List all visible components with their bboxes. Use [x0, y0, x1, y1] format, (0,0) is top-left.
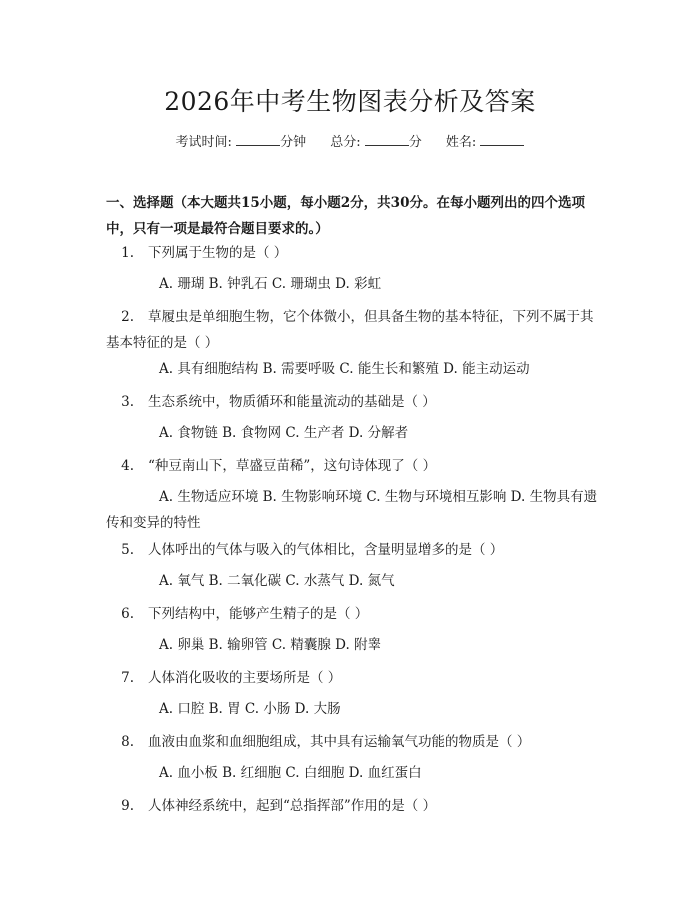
- question-7-options: [106, 696, 601, 722]
- question-text: “种豆南山下，草盛豆苗稀”，这句诗体现了（ ）: [148, 458, 437, 474]
- options-text: A. 食物链 B. 食物网 C. 生产者 D. 分解者: [159, 425, 409, 441]
- options-text: A. 卵巢 B. 输卵管 C. 精囊腺 D. 附睾: [159, 637, 382, 653]
- options-text: A. 血小板 B. 红细胞 C. 白细胞 D. 血红蛋白: [159, 765, 422, 781]
- total-score-unit: 分: [408, 135, 422, 150]
- options-text: A. 具有细胞结构 B. 需要呼吸 C. 能生长和繁殖 D. 能主动运动: [159, 361, 530, 377]
- question-number: 6.: [121, 606, 134, 622]
- question-2: [106, 304, 601, 356]
- question-9: [106, 793, 601, 819]
- question-number: 5.: [121, 542, 134, 558]
- options-text: A. 氧气 B. 二氧化碳 C. 水蒸气 D. 氮气: [159, 573, 395, 589]
- exam-time-unit: 分钟: [280, 135, 307, 150]
- question-8-options: [106, 760, 601, 786]
- question-text: 人体呼出的气体与吸入的气体相比，含量明显增多的是（ ）: [148, 542, 504, 558]
- page-title: 2026年中考生物图表分析及答案: [164, 87, 536, 116]
- question-text: 人体神经系统中，起到“总指挥部”作用的是（ ）: [148, 798, 437, 814]
- question-number: 7.: [121, 670, 134, 686]
- student-name-field: [446, 131, 525, 150]
- question-number: 8.: [121, 734, 134, 750]
- total-score-label: 总分:: [330, 135, 361, 150]
- question-text: 血液由血浆和血细胞组成，其中具有运输氧气功能的物质是（ ）: [148, 734, 531, 750]
- student-name-label: 姓名:: [445, 135, 477, 150]
- question-3: [106, 389, 601, 415]
- options-text: A. 口腔 B. 胃 C. 小肠 D. 大肠: [159, 701, 341, 717]
- exam-time-field: [176, 131, 307, 150]
- question-number: 1.: [121, 245, 134, 261]
- total-score-blank[interactable]: [365, 135, 409, 146]
- options-text: A. 生物适应环境 B. 生物影响环境 C. 生物与环境相互影响 D. 生物具有遗传和变异的特性: [106, 489, 598, 531]
- question-1-options: [106, 271, 601, 297]
- question-number: 3.: [121, 394, 134, 410]
- exam-time-blank[interactable]: [236, 135, 280, 146]
- question-2-options: [106, 356, 601, 382]
- question-1: [106, 240, 601, 266]
- question-3-options: [106, 420, 601, 446]
- question-7: [106, 665, 601, 691]
- question-5: [106, 537, 601, 563]
- exam-meta-line: [0, 131, 700, 150]
- total-score-field: [330, 131, 422, 150]
- options-text: A. 珊瑚 B. 钟乳石 C. 珊瑚虫 D. 彩虹: [159, 276, 382, 292]
- question-5-options: [106, 568, 601, 594]
- question-text: 下列属于生物的是（ ）: [148, 245, 288, 261]
- question-text: 草履虫是单细胞生物，它个体微小，但具备生物的基本特征，下列不属于其基本特征的是（ ）: [106, 309, 594, 351]
- question-6-options: [106, 632, 601, 658]
- question-4: [106, 453, 601, 479]
- exam-time-label: 考试时间:: [175, 135, 232, 150]
- question-text: 下列结构中，能够产生精子的是（ ）: [148, 606, 369, 622]
- section-heading: 一、选择题（本大题共15小题，每小题2分，共30分。在每小题列出的四个选项中，只有一项是最符合题目要求的。）: [106, 195, 585, 237]
- question-4-options: [106, 484, 601, 536]
- question-text: 生态系统中，物质循环和能量流动的基础是（ ）: [148, 394, 436, 410]
- question-number: 9.: [121, 798, 134, 814]
- question-6: [106, 601, 601, 627]
- question-number: 4.: [121, 458, 134, 474]
- student-name-blank[interactable]: [480, 135, 524, 146]
- question-number: 2.: [121, 309, 134, 325]
- question-8: [106, 729, 601, 755]
- question-text: 人体消化吸收的主要场所是（ ）: [148, 670, 342, 686]
